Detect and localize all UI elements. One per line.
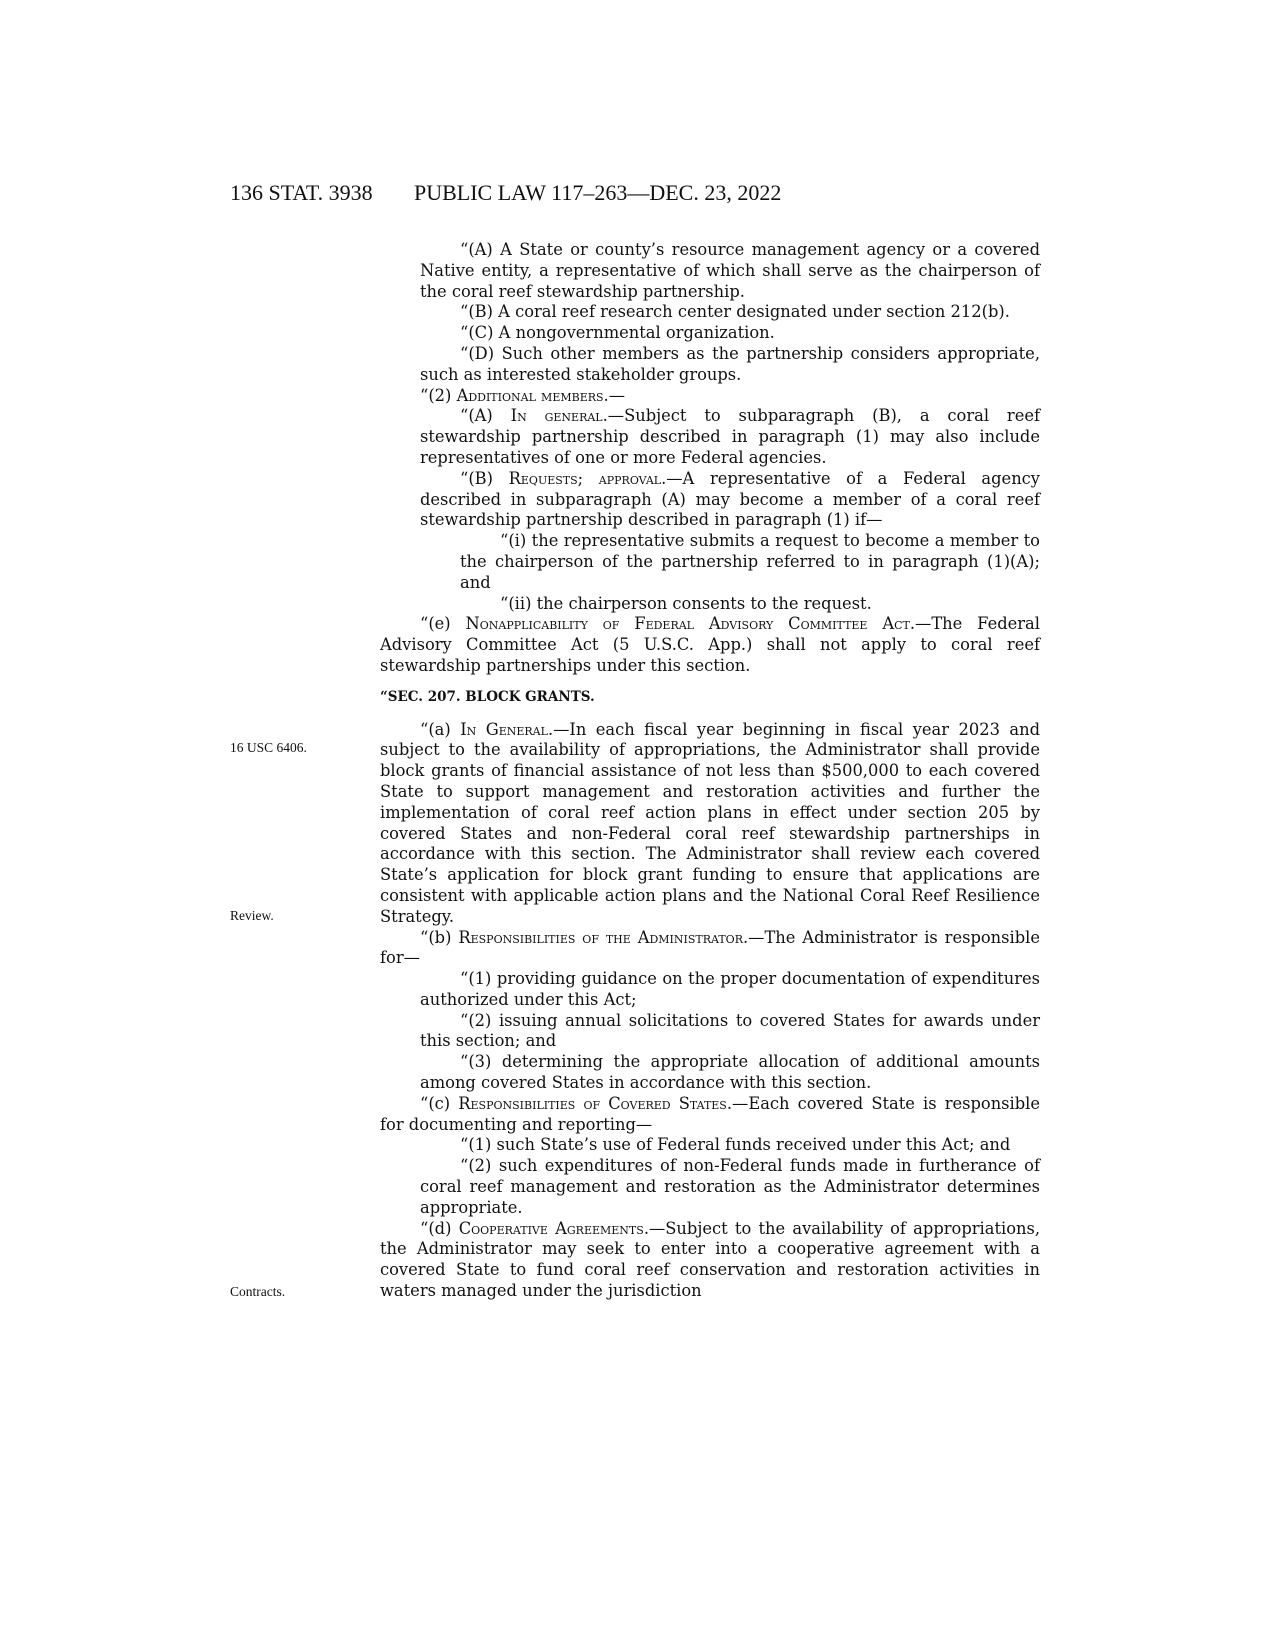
paragraph bbox=[380, 614, 1040, 676]
paragraph: “(A) A State or county’s resource management agency or a covered Native entity, a representative of which shall serve as the chairperson of the coral reef stewardship partnership. bbox=[420, 240, 1040, 301]
paragraph-text: .—The Federal Advisory Committee Act (5 U.S.C. App.) shall not apply to coral reef stewardship partnerships under this section. bbox=[380, 614, 1040, 675]
paragraph-text: .—The Administrator is responsible for— bbox=[380, 927, 1040, 968]
paragraph-text: .— bbox=[603, 385, 626, 405]
margin-note-usc: 16 USC 6406. bbox=[230, 740, 307, 755]
paragraph-caption: Requests; approval bbox=[508, 468, 662, 488]
paragraph-lead: “(2) bbox=[420, 385, 457, 405]
stat-reference: 136 STAT. 3938 bbox=[230, 180, 373, 205]
paragraph: “(i) the representative submits a request to become a member to the chairperson of the partnership referred to in paragraph (1)(A); and bbox=[460, 531, 1040, 592]
paragraph bbox=[380, 1094, 1040, 1136]
paragraph bbox=[380, 928, 1040, 970]
paragraph: “(B) A coral reef research center designated under section 212(b). bbox=[460, 302, 1010, 322]
paragraph bbox=[380, 406, 1040, 468]
paragraph: “(C) A nongovernmental organization. bbox=[460, 323, 775, 343]
paragraph-caption: Responsibilities of the Administrator bbox=[458, 927, 743, 947]
paragraph-text: .—A representative of a Federal agency described in subparagraph (A) may become a member of a coral reef stewardship partnership described in paragraph (1) if— bbox=[420, 468, 1040, 530]
statute-body bbox=[380, 240, 1040, 1302]
paragraph-lead: “(c) bbox=[420, 1093, 459, 1113]
paragraph-text: .—Subject to subparagraph (B), a coral reef stewardship partnership described in paragraph (1) may also include representatives of one or more Federal agencies. bbox=[420, 406, 1041, 467]
paragraph bbox=[380, 386, 1040, 407]
paragraph: “(D) Such other members as the partnership considers appropriate, such as interested stakeholder groups. bbox=[420, 343, 1040, 384]
section-heading: “SEC. 207. BLOCK GRANTS. bbox=[380, 688, 595, 705]
paragraph-caption: Responsibilities of Covered States bbox=[458, 1093, 727, 1113]
paragraph-text: .—Each covered State is responsible for documenting and reporting— bbox=[380, 1093, 1041, 1134]
paragraph-caption: In general bbox=[510, 406, 603, 426]
paragraph: “(ii) the chairperson consents to the request. bbox=[500, 593, 872, 613]
paragraph-lead: “(d) bbox=[420, 1218, 459, 1238]
paragraph-text: .—In each fiscal year beginning in fiscal year 2023 and subject to the availability of appropriations, the Administrator shall provide block grants of financial assistance of not less than $500,000 to each covered State to support management and restoration activities and further the implementation of coral reef action plans in effect under section 205 by covered States and non-Federal coral reef stewardship partnerships in accordance with this section. The Administrator shall review each covered State’s application for block grant funding to ensure that applications are consistent with applicable action plans and the National Coral Reef Resilience Strategy. bbox=[380, 719, 1040, 926]
margin-note-contracts: Contracts. bbox=[230, 1284, 286, 1299]
paragraph: “(1) providing guidance on the proper documentation of expenditures authorized under this Act; bbox=[420, 969, 1040, 1009]
paragraph bbox=[380, 1219, 1040, 1302]
paragraph: “(2) issuing annual solicitations to covered States for awards under this section; and bbox=[420, 1010, 1040, 1051]
paragraph bbox=[380, 469, 1040, 531]
paragraph-lead: “(a) bbox=[420, 719, 461, 739]
paragraph: “(1) such State’s use of Federal funds received under this Act; and bbox=[460, 1135, 1011, 1155]
paragraph-caption: Additional members bbox=[456, 385, 604, 405]
paragraph bbox=[380, 720, 1040, 928]
margin-note-review: Review. bbox=[230, 908, 274, 923]
paragraph-lead: “(B) bbox=[460, 468, 509, 488]
paragraph-lead: “(A) bbox=[460, 406, 511, 426]
paragraph: “(2) such expenditures of non-Federal funds made in furtherance of coral reef management and restoration as the Administrator determines appropriate. bbox=[420, 1156, 1040, 1217]
paragraph-caption: In General bbox=[460, 719, 548, 739]
public-law-header: PUBLIC LAW 117–263—DEC. 23, 2022 bbox=[414, 180, 782, 205]
paragraph-caption: Cooperative Agreements bbox=[458, 1218, 644, 1238]
paragraph-text: .—Subject to the availability of appropriations, the Administrator may seek to enter into a cooperative agreement with a covered State to fund coral reef conservation and restoration activities in waters managed under the jurisdiction bbox=[380, 1218, 1041, 1301]
paragraph-caption: Nonapplicability of Federal Advisory Committee Act bbox=[465, 614, 910, 634]
paragraph-lead: “(b) bbox=[420, 927, 459, 947]
paragraph: “(3) determining the appropriate allocation of additional amounts among covered States in accordance with this section. bbox=[420, 1052, 1040, 1093]
paragraph-lead: “(e) bbox=[420, 614, 466, 634]
